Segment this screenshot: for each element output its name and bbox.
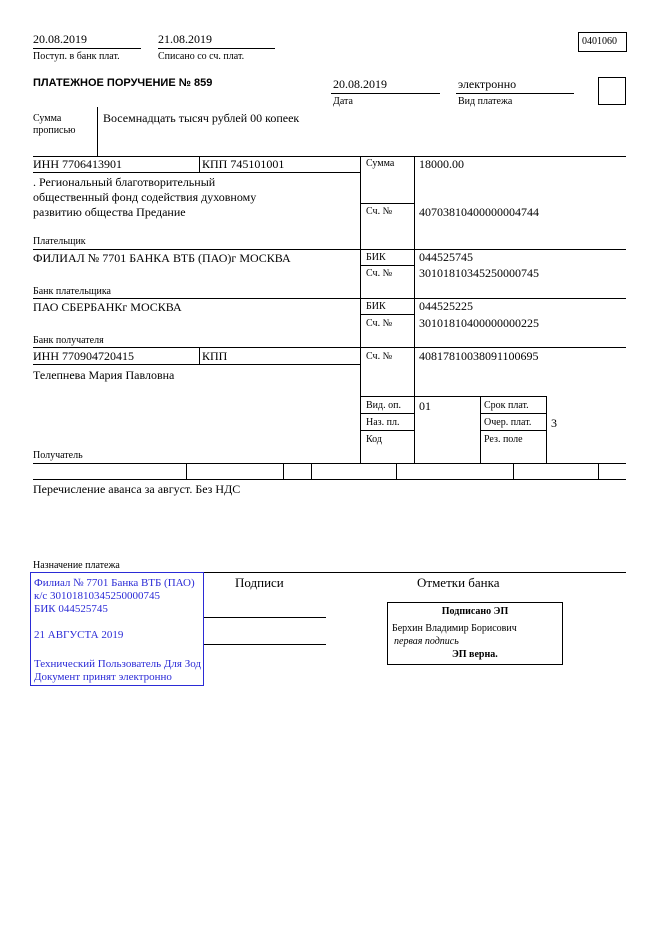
priority: 3: [551, 416, 557, 430]
bank-stamp-line-2: к/с 30101810345250000745: [34, 590, 161, 602]
payee-bank-label: Банк получателя: [33, 335, 104, 346]
amount-words-value: Восемнадцать тысяч рублей 00 копеек: [103, 111, 300, 125]
grid-line: [311, 463, 312, 479]
grid-line: [199, 347, 200, 364]
payee-bank-bik-label: БИК: [366, 301, 386, 312]
purpose-text: Перечисление аванса за август. Без НДС: [33, 482, 241, 496]
payer-name-line-1: . Региональный благотворительный: [33, 175, 216, 189]
bank-stamp-line-5: Технический Пользователь Для Зод: [34, 658, 202, 670]
grid-line: [360, 413, 414, 414]
grid-line: [360, 203, 414, 204]
grid-line: [360, 396, 547, 397]
payee-account-label: Сч. №: [366, 351, 393, 362]
grid-line: [480, 396, 481, 463]
payer-name-line-3: развитию общества Предание: [33, 205, 186, 219]
grid-line: [283, 463, 284, 479]
debited-date-label: Списано со сч. плат.: [158, 51, 245, 62]
payee-bank-bik: 044525225: [419, 299, 473, 313]
priority-label: Очер. плат.: [484, 417, 532, 428]
reserve-label: Рез. поле: [484, 434, 523, 445]
signature-line-1: [203, 617, 326, 618]
payment-kind: электронно: [458, 77, 517, 91]
payer-label: Плательщик: [33, 236, 86, 247]
payment-kind-line: [456, 93, 574, 94]
payer-bank-bik: 044525745: [419, 250, 473, 264]
grid-line: [33, 249, 626, 250]
bank-stamp-date: 21 АВГУСТА 2019: [34, 629, 124, 641]
esign-status: ЭП верна.: [452, 649, 498, 660]
bank-stamp-line-1: Филиал № 7701 Банка ВТБ (ПАО): [34, 577, 195, 589]
grid-line: [33, 463, 626, 464]
bank-stamp-line-3: БИК 044525745: [34, 603, 108, 615]
payer-account: 40703810400000004744: [419, 205, 539, 219]
payee-label: Получатель: [33, 450, 83, 461]
payer-name-line-2: общественный фонд содействия духовному: [33, 190, 257, 204]
sum-value: 18000.00: [419, 157, 464, 171]
esign-role: первая подпись: [394, 636, 459, 647]
grid-line: [546, 396, 547, 463]
signature-line-2: [203, 644, 326, 645]
grid-line: [186, 463, 187, 479]
grid-line: [360, 314, 414, 315]
esign-box: [387, 602, 563, 665]
esign-title: Подписано ЭП: [441, 606, 509, 617]
form-code-box: [578, 32, 627, 52]
grid-line: [360, 156, 361, 463]
payee-name: Телепнева Мария Павловна: [33, 368, 175, 382]
payee-bank-corr-label: Сч. №: [366, 318, 393, 329]
document-date-line: [331, 93, 440, 94]
payee-inn: ИНН 770904720415: [33, 349, 134, 363]
term-label: Срок плат.: [484, 400, 529, 411]
payee-kpp: КПП: [202, 349, 228, 363]
bank-marks-label: Отметки банка: [417, 575, 500, 590]
grid-line: [414, 156, 415, 463]
document-date-label: Дата: [333, 96, 353, 107]
payer-bank-corr-label: Сч. №: [366, 268, 393, 279]
payer-bank-label: Банк плательщика: [33, 286, 111, 297]
code-label: Код: [366, 434, 382, 445]
grid-line: [33, 479, 626, 480]
payer-bank-corr-account: 30101810345250000745: [419, 266, 539, 280]
esign-signer: Берхин Владимир Борисович: [392, 623, 517, 634]
payer-bank-name: ФИЛИАЛ № 7701 БАНКА ВТБ (ПАО)г МОСКВА: [33, 251, 291, 265]
grid-line: [396, 463, 397, 479]
payer-bank-bik-label: БИК: [366, 252, 386, 263]
grid-line: [480, 430, 547, 431]
received-date-label: Поступ. в банк плат.: [33, 51, 120, 62]
grid-line: [360, 430, 414, 431]
received-date-line: [33, 48, 141, 49]
debited-date: 21.08.2019: [158, 32, 212, 46]
grid-line: [33, 172, 360, 173]
purpose-code-label: Наз. пл.: [366, 417, 400, 428]
grid-line: [33, 298, 626, 299]
payee-account: 40817810038091100695: [419, 349, 539, 363]
grid-line: [199, 156, 200, 172]
status-box: [598, 77, 626, 105]
document-date: 20.08.2019: [333, 77, 387, 91]
bank-stamp: [30, 572, 204, 686]
op-type: 01: [419, 399, 431, 413]
payment-kind-label: Вид платежа: [458, 96, 513, 107]
amount-words-label-2: прописью: [33, 125, 76, 136]
amount-words-label-1: Сумма: [33, 113, 62, 124]
signatures-label: Подписи: [235, 575, 284, 590]
grid-line: [598, 463, 599, 479]
received-date: 20.08.2019: [33, 32, 87, 46]
debited-date-line: [158, 48, 275, 49]
payer-inn: ИНН 7706413901: [33, 157, 122, 171]
purpose-label: Назначение платежа: [33, 560, 120, 571]
sum-label: Сумма: [366, 158, 395, 169]
form-code: 0401060: [582, 36, 617, 47]
grid-line: [33, 347, 626, 348]
grid-line: [480, 413, 547, 414]
grid-line: [360, 265, 414, 266]
grid-line: [513, 463, 514, 479]
payee-bank-name: ПАО СБЕРБАНКг МОСКВА: [33, 300, 182, 314]
grid-line: [33, 364, 360, 365]
bank-stamp-line-6: Документ принят электронно: [34, 671, 172, 683]
payer-account-label: Сч. №: [366, 206, 393, 217]
page-title: ПЛАТЕЖНОЕ ПОРУЧЕНИЕ № 859: [33, 77, 213, 89]
op-type-label: Вид. оп.: [366, 400, 401, 411]
payer-kpp: КПП 745101001: [202, 157, 285, 171]
amount-words-divider: [97, 107, 98, 156]
payee-bank-corr-account: 30101810400000000225: [419, 316, 539, 330]
